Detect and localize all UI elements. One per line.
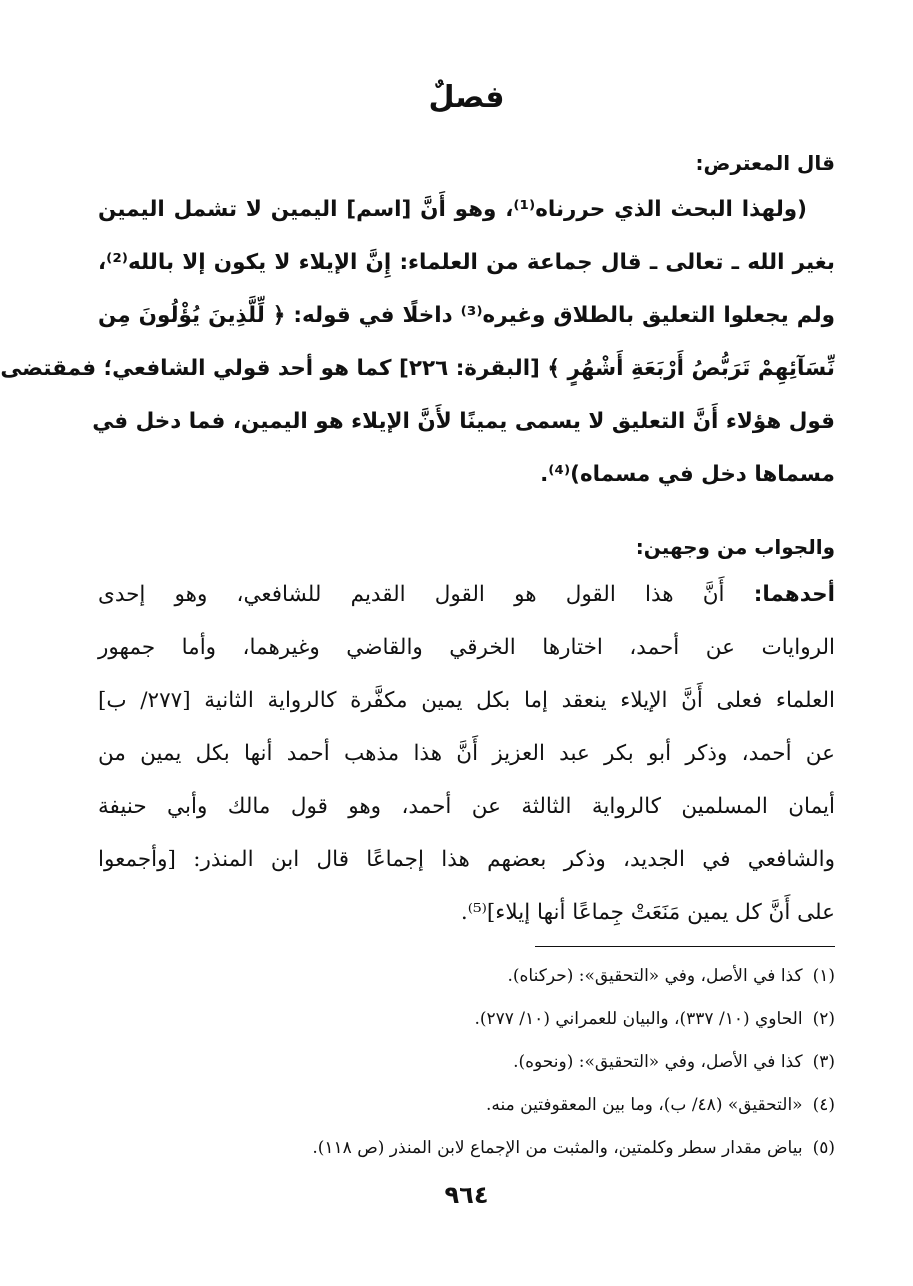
quote-line: مسماها دخل في مسماه)⁽⁴⁾. — [540, 462, 835, 487]
page-number: ٩٦٤ — [444, 1181, 489, 1209]
answer-line: أيمان المسلمين كالرواية الثالثة عن أحمد، وهو قول مالك وأبي حنيفة — [98, 794, 835, 819]
footnote-number: (١) — [812, 966, 835, 986]
answer-first-line — [98, 568, 835, 621]
footnote-text: بياض مقدار سطر وكلمتين، والمثبت من الإجماع لابن المنذر (ص ١١٨). — [312, 1138, 803, 1158]
chapter-title: فصلٌ — [428, 80, 505, 115]
objector-heading: قال المعترض: — [695, 151, 835, 175]
footnote-text: الحاوي (١٠/ ٣٣٧)، والبيان للعمراني (١٠/ ٢٧٧). — [474, 1009, 803, 1029]
footnote-text: «التحقيق» (٤٨/ ب)، وما بين المعقوفتين منه. — [485, 1095, 803, 1115]
answer-line: العلماء فعلى أَنَّ الإيلاء ينعقد إما بكل يمين مكفَّرة كالرواية الثانية [٢٧٧/ ب] — [98, 688, 835, 713]
footnote — [98, 1084, 835, 1127]
quote-line: نِّسَآئِهِمْ تَرَبُّصُ أَرْبَعَةِ أَشْهُرٍ ﴾ [البقرة: ٢٢٦] كما هو أحد قولي الشافعي؛ فمقتضى — [0, 356, 835, 381]
answer-heading: والجواب من وجهين: — [635, 535, 835, 559]
footnote-number: (٣) — [812, 1052, 835, 1072]
footnote-number: (٥) — [812, 1138, 835, 1158]
answer-line-text: أَنَّ هذا القول هو القول القديم للشافعي، وهو إحدى — [98, 582, 754, 607]
answer-line: الروايات عن أحمد، اختارها الخرقي والقاضي وغيرهما، وأما جمهور — [98, 635, 835, 660]
objector-quote — [0, 183, 836, 501]
quote-line: بغير الله ـ تعالى ـ قال جماعة من العلماء: إِنَّ الإيلاء لا يكون إلا بالله⁽²⁾، — [98, 250, 835, 275]
answer-paragraph — [98, 568, 835, 939]
answer-line: على أَنَّ كل يمين مَنَعَتْ جِماعًا أنها إيلاء]⁽⁵⁾. — [460, 900, 835, 925]
quote-line: (ولهذا البحث الذي حررناه⁽¹⁾، وهو أَنَّ [اسم] اليمين لا تشمل اليمين — [98, 197, 807, 222]
footnote — [98, 1127, 835, 1170]
footnote — [98, 955, 835, 998]
answer-line: والشافعي في الجديد، وذكر بعضهم هذا إجماعًا قال ابن المنذر: [وأجمعوا — [98, 847, 835, 872]
quote-line: ولم يجعلوا التعليق بالطلاق وغيره⁽³⁾ داخلًا في قوله: ﴿ لِّلَّذِينَ يُؤْلُونَ مِن — [98, 303, 836, 328]
footnote — [98, 998, 835, 1041]
footnote-separator — [535, 946, 835, 947]
footnote-number: (٤) — [812, 1095, 835, 1115]
footnotes — [98, 955, 835, 1170]
answer-line: عن أحمد، وذكر أبو بكر عبد العزيز أَنَّ هذا مذهب أحمد أنها بكل يمين من — [98, 741, 835, 766]
footnote-number: (٢) — [812, 1009, 835, 1029]
quote-line: قول هؤلاء أَنَّ التعليق لا يسمى يمينًا لأَنَّ الإيلاء هو اليمين، فما دخل في — [92, 409, 835, 434]
footnote-text: كذا في الأصل، وفي «التحقيق»: (ونحوه). — [513, 1052, 803, 1072]
footnote-text: كذا في الأصل، وفي «التحقيق»: (حركناه). — [507, 966, 803, 986]
first-point-label: أحدهما: — [753, 582, 835, 607]
footnote — [98, 1041, 835, 1084]
